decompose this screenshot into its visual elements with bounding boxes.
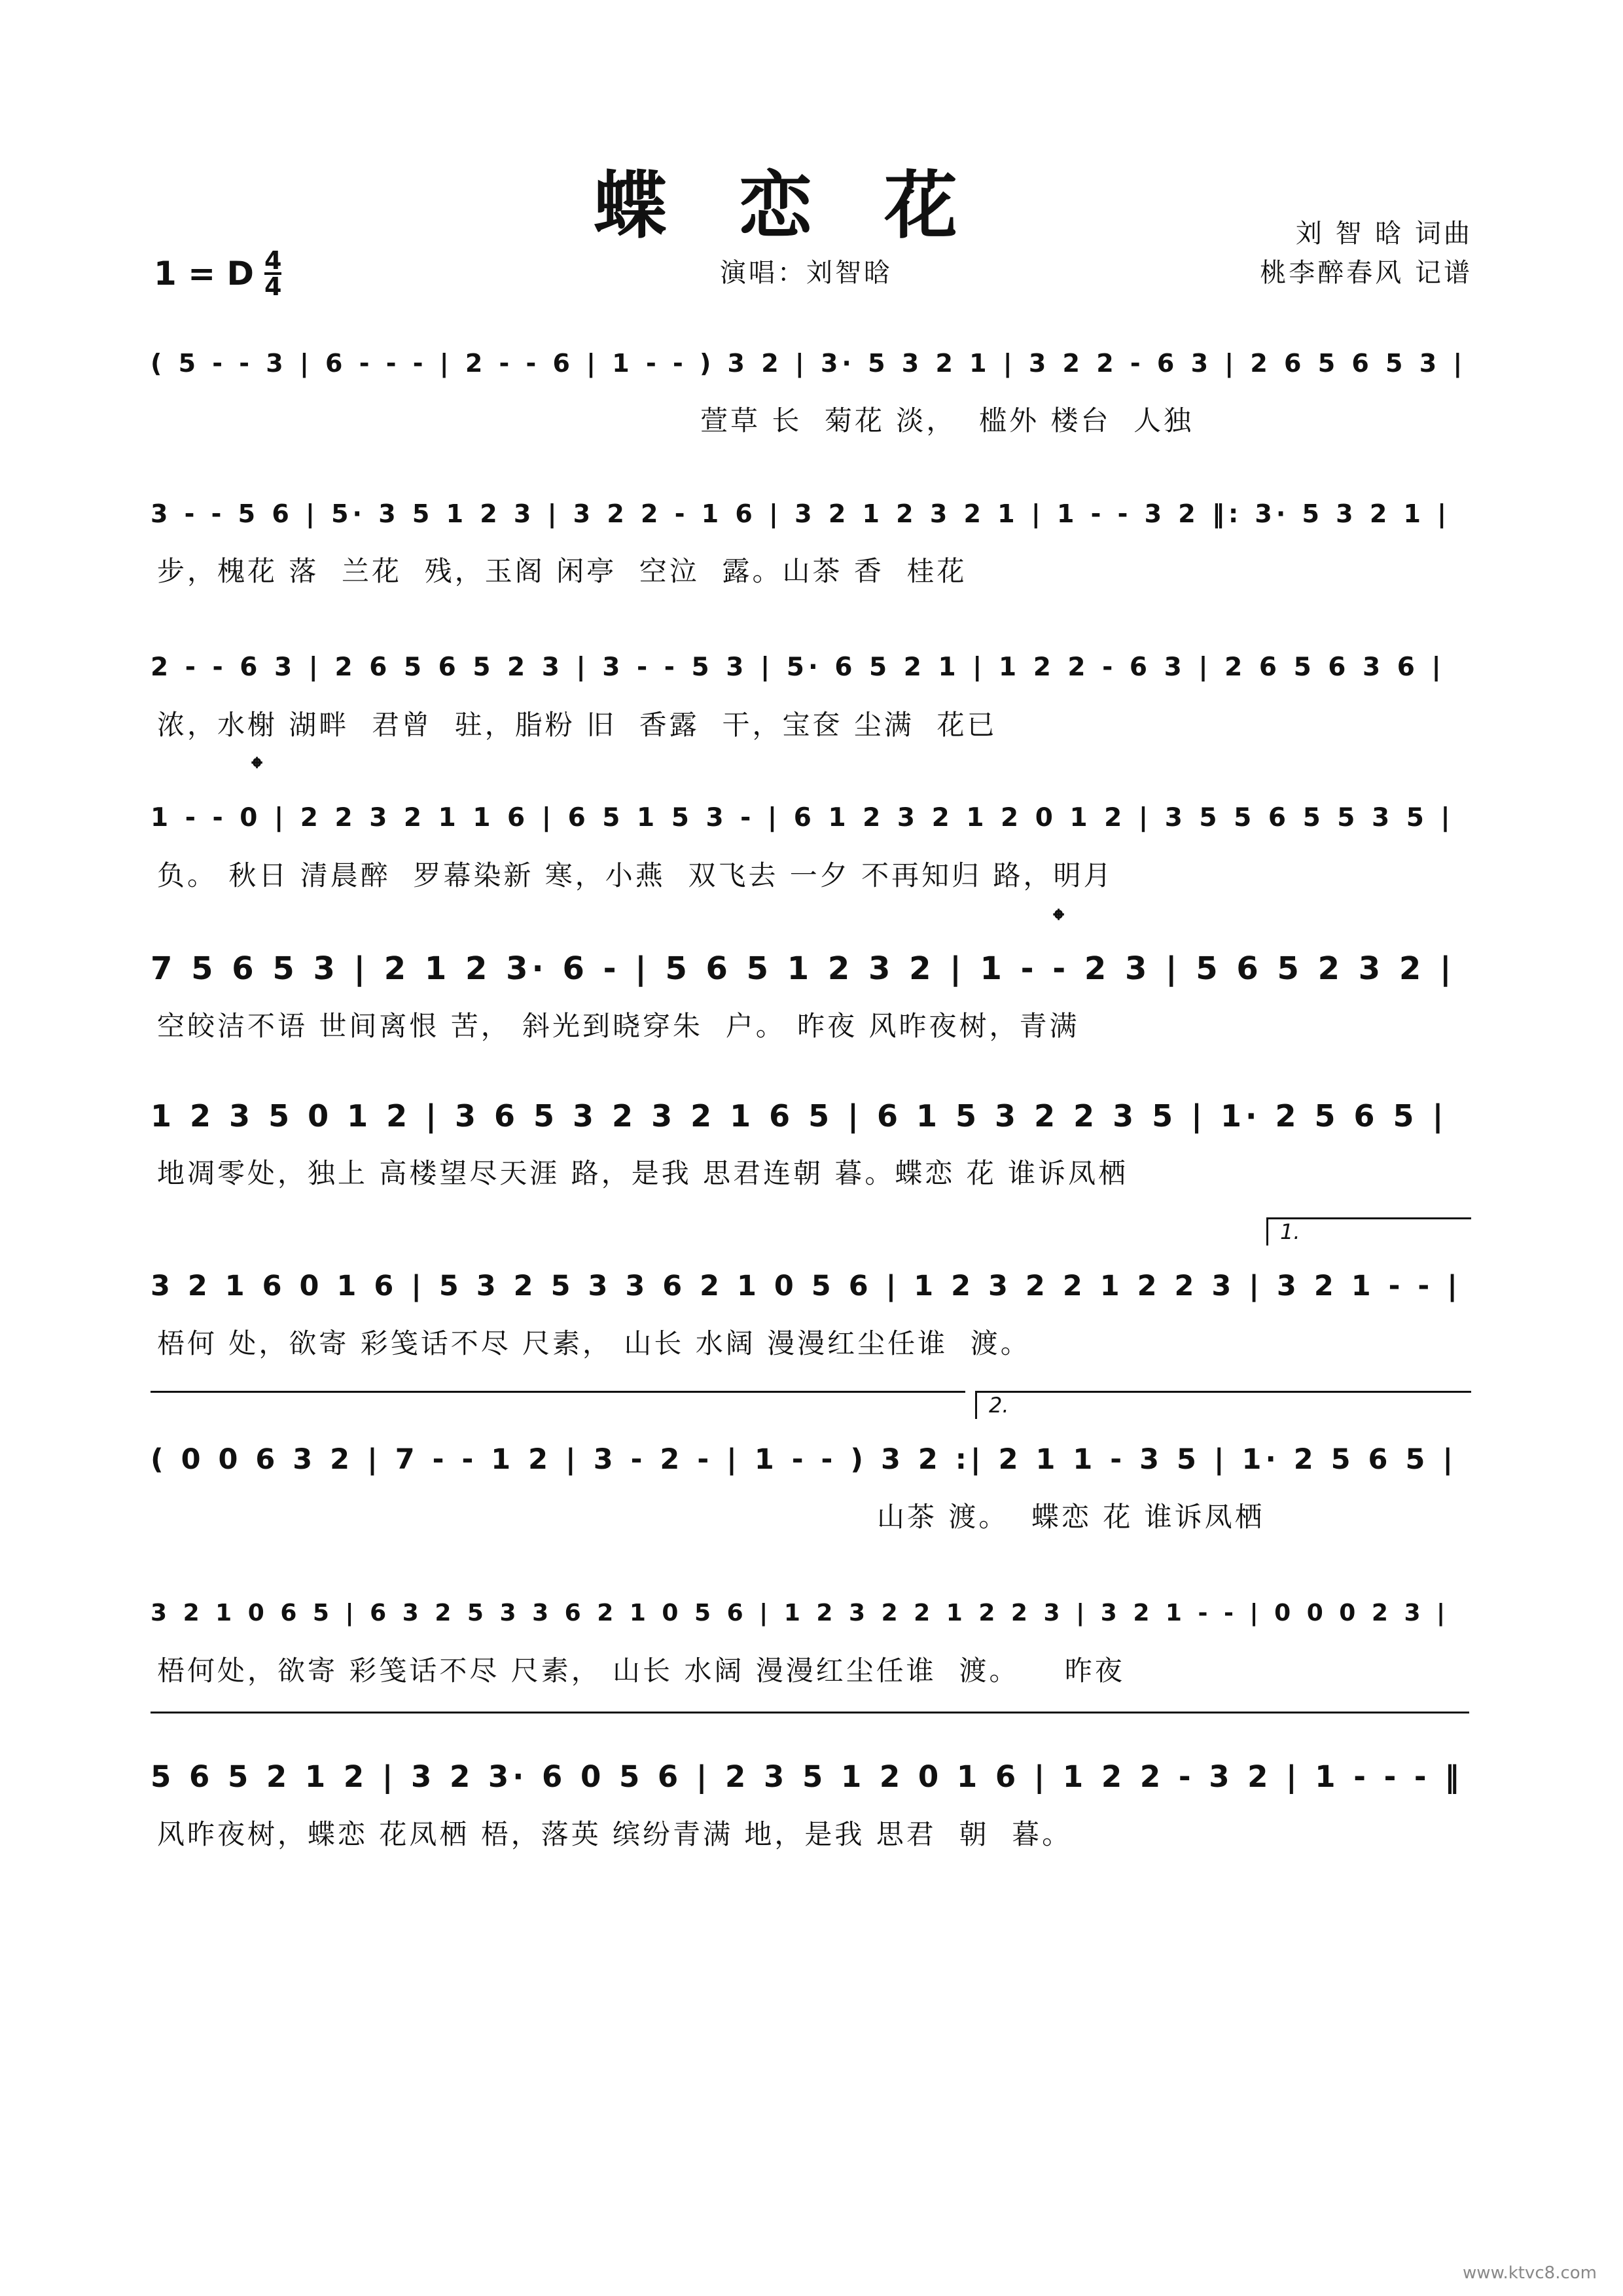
page-title: 蝶恋花 — [594, 163, 1029, 249]
notation-line: 2 - - 6 3 | 2 6 5 6 5 2 3 | 3 - - 5 3 | 5· 6 5 2 1 | 1 2 2 - 6 3 | 2 6 5 6 3 6 | — [151, 653, 1445, 682]
key-signature — [154, 246, 282, 301]
lyric-line: 空皎洁不语 世间离恨 苦， 斜光到晓穿朱 户。 昨夜 风昨夜树，青满 — [157, 1010, 1080, 1042]
ending-line — [151, 1391, 965, 1393]
notation-line: ( 0 0 6 3 2 | 7 - - 1 2 | 3 - 2 - | 1 - - ) 3 2 :| 2 1 1 - 3 5 | 1· 2 5 6 5 | — [151, 1443, 1457, 1476]
score-row — [151, 645, 1472, 756]
final-system-line — [151, 1712, 1469, 1713]
notation-line: 7 5 6 5 3 | 2 1 2 3· 6 - | 5 6 5 1 2 3 2 | 1 - - 2 3 | 5 6 5 2 3 2 | — [151, 950, 1455, 987]
composer-credit: 刘 智 晗 词曲 — [1295, 219, 1472, 249]
notation-line: 5 6 5 2 1 2 | 3 2 3· 6 0 5 6 | 2 3 5 1 2 0 1 6 | 1 2 2 - 3 2 | 1 - - - ‖ — [151, 1759, 1463, 1794]
key-label: 1 = D — [154, 255, 255, 293]
watermark: www.ktvc8.com — [1463, 2263, 1597, 2283]
second-ending-bracket — [975, 1391, 1471, 1419]
time-signature-top: 4 — [264, 246, 282, 275]
second-ending-label: 2. — [989, 1393, 1009, 1418]
notation-line: 1 - - 0 | 2 2 3 2 1 1 6 | 6 5 1 5 3 - | 6 1 2 3 2 1 2 0 1 2 | 3 5 5 6 5 5 3 5 | — [151, 803, 1454, 833]
lyric-line: 梧何 处，欲寄 彩笺话不尽 尺素， 山长 水阔 漫漫红尘任谁 渡。 — [157, 1327, 1031, 1359]
notation-line: 3 2 1 0 6 5 | 6 3 2 5 3 3 6 2 1 0 5 6 | 1 2 3 2 2 1 2 2 3 | 3 2 1 - - | 0 0 0 2 3 | — [151, 1600, 1450, 1626]
first-ending-label: 1. — [1280, 1219, 1300, 1244]
coda-sign-2: 𝄌 — [1054, 903, 1064, 937]
score-row — [151, 1263, 1472, 1374]
score-row — [151, 1437, 1472, 1548]
score-row — [151, 946, 1472, 1057]
score-row — [151, 1590, 1472, 1702]
first-ending-bracket — [1266, 1217, 1471, 1246]
notation-line: 3 - - 5 6 | 5· 3 5 1 2 3 | 3 2 2 - 1 6 | 3 2 1 2 3 2 1 | 1 - - 3 2 ‖: 3· 5 3 2 1 | — [151, 499, 1451, 528]
lyric-line: 浓，水榭 湖畔 君曾 驻，脂粉 旧 香露 干，宝奁 尘满 花已 — [157, 709, 997, 741]
lyric-line: 风昨夜树，蝶恋 花凤栖 梧，落英 缤纷青满 地，是我 思君 朝 暮。 — [157, 1818, 1073, 1850]
lyric-line: 负。 秋日 清晨醉 罗幕染新 寒，小燕 双飞去 一夕 不再知归 路，明月 — [157, 859, 1114, 891]
notation-line: 1 2 3 5 0 1 2 | 3 6 5 3 2 3 2 1 6 5 | 6 1 5 3 2 2 3 5 | 1· 2 5 6 5 | — [151, 1098, 1448, 1134]
notation-line: 3 2 1 6 0 1 6 | 5 3 2 5 3 3 6 2 1 0 5 6 | 1 2 3 2 2 1 2 2 3 | 3 2 1 - - | — [151, 1270, 1461, 1302]
score-row — [151, 1754, 1472, 1865]
notation-line: ( 5 - - 3 | 6 - - - | 2 - - 6 | 1 - - ) 3 2 | 3· 5 3 2 1 | 3 2 2 - 6 3 | 2 6 5 6 5 3 | — [151, 349, 1467, 378]
score-row — [151, 340, 1472, 452]
score-row — [151, 491, 1472, 602]
time-signature-bottom: 4 — [264, 272, 282, 301]
coda-sign-1: 𝄌 — [252, 751, 262, 785]
transcriber-credit: 桃李醉春风 记谱 — [1260, 258, 1472, 288]
score-row — [151, 1093, 1472, 1204]
lyric-line: 萱草 长 菊花 淡， 槛外 楼台 人独 — [700, 404, 1194, 437]
score-row — [151, 795, 1472, 906]
lyric-line: 步，槐花 落 兰花 残，玉阁 闲亭 空泣 露。山茶 香 桂花 — [157, 555, 967, 587]
lyric-line: 地凋零处，独上 高楼望尽天涯 路，是我 思君连朝 暮。蝶恋 花 谁诉凤栖 — [157, 1157, 1129, 1189]
singer-credit: 演唱：刘智晗 — [720, 258, 893, 288]
lyric-line: 山茶 渡。 蝶恋 花 谁诉凤栖 — [877, 1501, 1265, 1533]
lyric-line: 梧何处，欲寄 彩笺话不尽 尺素， 山长 水阔 漫漫红尘任谁 渡。 昨夜 — [157, 1655, 1125, 1687]
time-signature — [264, 246, 282, 301]
